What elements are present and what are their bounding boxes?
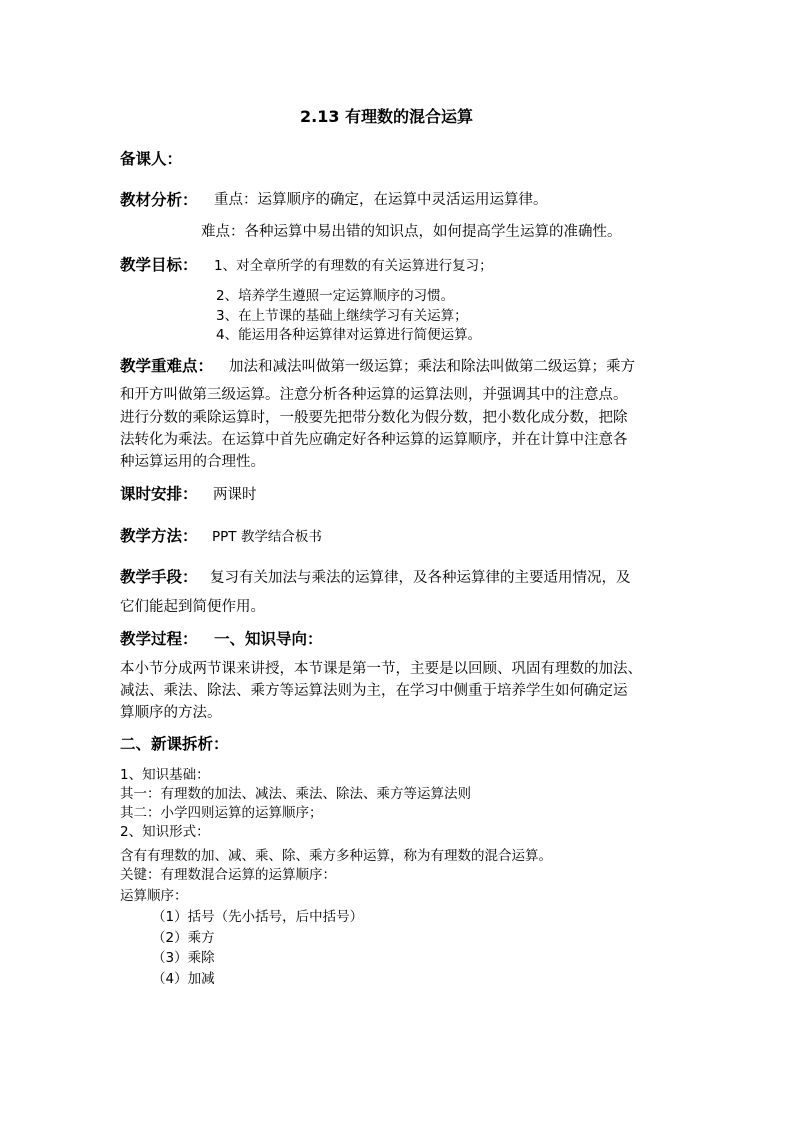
goals-label: 教学目标： xyxy=(120,256,198,274)
order-item-4: （4）加减 xyxy=(152,971,215,987)
schedule-value: 两课时 xyxy=(213,487,257,503)
means-label: 教学手段： xyxy=(120,568,198,586)
analysis-focus: 重点：运算顺序的确定，在运算中灵活运用运算律。 xyxy=(214,192,548,208)
goal-item-1: 1、对全章所学的有理数的有关运算进行复习； xyxy=(214,258,493,274)
order-item-3: （3）乘除 xyxy=(152,950,215,966)
key-points-line-2: 和开方叫做第三级运算。注意分析各种运算的运算法则，并强调其中的注意点。 xyxy=(120,387,628,403)
means-line-2: 它们能起到简便作用。 xyxy=(120,599,265,615)
goal-item-2: 2、培养学生遵照一定运算顺序的习惯。 xyxy=(216,288,455,304)
process-label: 教学过程： xyxy=(120,630,198,648)
new-lesson-line-3: 其二：小学四则运算的运算顺序； xyxy=(120,805,323,821)
means-line-1: 复习有关加法与乘法的运算律，及各种运算律的主要适用情况，及 xyxy=(210,570,631,586)
new-lesson-line-6: 关键：有理数混合运算的运算顺序： xyxy=(120,867,336,883)
key-points-line-3: 进行分数的乘除运算时，一般要先把带分数化为假分数，把小数化成分数，把除 xyxy=(120,410,628,426)
new-lesson-line-4: 2、知识形式： xyxy=(120,824,210,840)
process-section-1: 一、知识导向： xyxy=(214,630,323,648)
new-lesson-line-2: 其一：有理数的加法、减法、乘法、除法、乘方等运算法则 xyxy=(120,786,471,802)
process-line-1: 本小节分成两节课来讲授，本节课是第一节，主要是以回顾、巩固有理数的加法、 xyxy=(120,661,642,677)
new-lesson-line-1: 1、知识基础： xyxy=(120,767,210,783)
analysis-label: 教材分析： xyxy=(120,191,198,209)
new-lesson-heading: 二、新课拆析： xyxy=(120,735,229,753)
key-points-line-1: 加法和减法叫做第一级运算；乘法和除法叫做第二级运算；乘方 xyxy=(229,359,635,375)
analysis-difficulty: 难点：各种运算中易出错的知识点，如何提高学生运算的准确性。 xyxy=(201,224,622,240)
page-title: 2.13 有理数的混合运算 xyxy=(300,107,474,126)
key-points-label: 教学重难点： xyxy=(120,357,214,375)
new-lesson-line-7: 运算顺序： xyxy=(120,888,188,904)
key-points-line-4: 法转化为乘法。在运算中首先应确定好各种运算的运算顺序，并在计算中注意各 xyxy=(120,432,628,448)
process-line-3: 算顺序的方法。 xyxy=(120,705,222,721)
goal-item-4: 4、能运用各种运算律对运算进行简便运算。 xyxy=(216,327,482,343)
schedule-label: 课时安排： xyxy=(120,485,198,503)
process-line-2: 减法、乘法、除法、乘方等运算法则为主，在学习中侧重于培养学生如何确定运 xyxy=(120,683,628,699)
method-value: PPT 教学结合板书 xyxy=(212,529,322,545)
order-item-1: （1）括号（先小括号，后中括号） xyxy=(152,909,364,925)
preparer-label: 备课人： xyxy=(120,150,183,168)
key-points-line-5: 种运算运用的合理性。 xyxy=(120,454,265,470)
goal-item-3: 3、在上节课的基础上继续学习有关运算； xyxy=(216,308,468,324)
method-label: 教学方法： xyxy=(120,527,198,545)
new-lesson-line-5: 含有有理数的加、减、乘、除、乘方多种运算，称为有理数的混合运算。 xyxy=(120,848,552,864)
order-item-2: （2）乘方 xyxy=(152,930,215,946)
